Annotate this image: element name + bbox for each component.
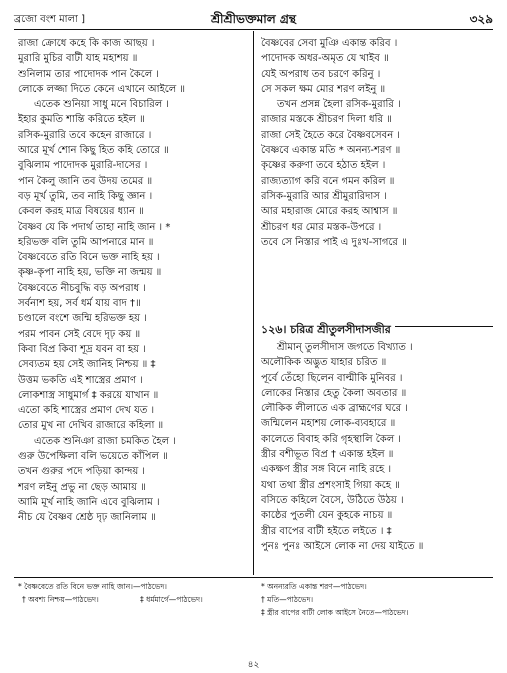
verse-line: আর মহারাজ মোরে করহ আশ্বাস ॥ (261, 206, 398, 218)
footnote: ‡ স্ত্রীর বাপের বাটী লোক আইসে নৈতে—পাঠভেদ। (261, 608, 409, 617)
verse-line: বৈষ্ণবের সেবা মুঞি একান্ত করিব । (261, 38, 398, 49)
running-header (14, 10, 493, 28)
verse-line: শুনিলাম তার পাদোদক পান কৈলে । (18, 68, 159, 80)
verse-line: কৃষ্ণের করুণা তবে হঠাত হইল । (261, 160, 386, 172)
verse-line: কাষ্ঠের পুতলী যেন কুহকে নাচয় ॥ (261, 510, 393, 522)
section-title: ১২৬। চরিত্র শ্রীতুলসীদাসজীর (261, 321, 395, 340)
verse-line: মুরারি মুচির বাটী যাহ মহাশয় ॥ (18, 53, 138, 65)
page-number: ৪২ (247, 660, 260, 670)
right-column-top (261, 36, 493, 250)
footnote: * অনন্যরতি একান্ত শরণ—পাঠভেদ। (261, 582, 367, 591)
verse-line: পুনঃ পুনঃ আইসে লোক না দেয় যাইতে ॥ (261, 540, 424, 552)
verse-line: রাজা সেই হৈতে করে বৈষ্ণবসেবন । (261, 129, 400, 141)
verse-line: সর্বনাশ হয়, সর্ব ধর্ম যায় বাদ †॥ (18, 298, 141, 310)
verse-line: স্ত্রীর বাপের বাটী হইতে লইতে । ‡ (261, 525, 392, 537)
verse-line: যথা তথা স্ত্রীর প্রশংসাই গিয়া কহে ॥ (261, 479, 400, 491)
verse-line: এতেক শুনিঞা রাজা চমকিত হৈল । (34, 435, 176, 447)
verse-line: তখন গুরুর পদে পড়িয়া কান্দয় । (18, 466, 145, 478)
section-heading (261, 318, 493, 334)
verse-line: আরে মূর্খ শোন কিছু হিত কহি তোরে ॥ (18, 145, 169, 157)
verse-line: শ্রীচরণ ধর মোর মস্তক-উপরে । (261, 221, 382, 233)
verse-line: পূর্বে তেঁহো ছিলেন বাল্মীকি মুনিবর । (261, 372, 403, 384)
verse-line: নীচ যে বৈষ্ণব শ্রেষ্ঠ দৃঢ় জানিলাম ॥ (18, 512, 156, 524)
verse-line: রাজা ক্রোধে কহে কি কাজ আছয় । (18, 38, 155, 49)
verse-line: সে সকল ক্ষম মোর শরণ লইনু ॥ (261, 83, 386, 95)
verse-line: এতেক শুনিয়া সাধু মনে বিচারিল । (34, 99, 170, 111)
verse-line: কিবা বিপ্র কিবা শূদ্র যবন বা হয় । (18, 343, 146, 355)
verse-line: কেবল করহ মাত্র বিষয়ের ধ্যান ॥ (18, 206, 144, 218)
verse-line: কালেতে বিবাহ করি গৃহস্থালি কৈল । (261, 433, 401, 445)
verse-line: জন্মিলেন মহাশয় লোক-ব্যবহারে ॥ (261, 418, 396, 430)
header-page-number: ৩২৯ (469, 12, 493, 26)
verse-line: বৈষ্ণবেতে নীচবুদ্ধি বড় অপরাধ । (18, 282, 146, 294)
footnote: † অবশ্য নিশ্চয়—পাঠভেদ। (22, 595, 99, 604)
verse-line: রসিক-মুরারি আর শ্রীমুরারিদাস । (261, 190, 387, 202)
verse-line: বৈষ্ণবে একান্ত মতি * অনন্য-শরণ ॥ (261, 145, 401, 157)
verse-line: হরিভক্ত বলি তুমি আপনারে মান ॥ (18, 236, 154, 248)
verse-line: উত্তম ভকতি এই শাস্ত্রের প্রমাণ । (18, 374, 143, 386)
verse-line: চণ্ডালে বংশে জন্মি হরিভক্ত হয় । (18, 313, 147, 325)
verse-line: কৃষ্ণ-কৃপা নাহি হয়, ভক্তি না জন্ময় ॥ (18, 267, 162, 279)
verse-line: লোকে লজ্জা দিতে কেনে এখানে আইলে ॥ (18, 83, 186, 95)
verse-line: শরণ লইনু প্রভু না ছেড় আমায় ॥ (18, 481, 146, 493)
verse-line: বুঝিলাম পাদোদক মুরারি-দাসের । (18, 160, 148, 172)
verse-line: লৌকিক লীলাতে এক ব্রাহ্মণের ঘরে । (261, 403, 408, 415)
verse-line: স্ত্রীর বশীভূত বিপ্র † একান্ত হইল ॥ (261, 449, 394, 461)
right-column-bottom (261, 340, 493, 554)
verse-line: রাজ্যত্যাগ করি বনে গমন করিল ॥ (261, 175, 395, 187)
verse-line: শ্রীমান্ তুলসীদাস জগতে বিখ্যাত । (277, 342, 413, 353)
footnote-rule (14, 577, 493, 578)
left-column (18, 36, 250, 526)
verse-line: এতো কহি শাস্ত্রের প্রমাণ দেখ যত । (18, 405, 155, 417)
verse-line: আমি মূর্খ নাহি জানি এবে বুঝিলাম । (18, 496, 160, 508)
verse-line: রসিক-মুরারি তবে কহেন রাজারে । (18, 129, 152, 141)
column-divider (253, 31, 254, 575)
verse-line: পরম পাবন সেই বেদে দৃঢ় কয় ॥ (18, 328, 141, 340)
verse-line: বৈষ্ণবেতে রতি বিনে ভক্ত নাহি হয় । (18, 252, 160, 264)
verse-line: যেই অপরাধ তব চরণে করিনু । (261, 68, 381, 80)
header-rule (14, 29, 493, 30)
header-title: শ্রীশ্রীভক্তমাল গ্রন্থ (211, 12, 296, 26)
verse-line: ইহার কুমতি শান্তি করিতে হইল ॥ (18, 114, 145, 126)
verse-line: তখন প্রসন্ন হৈলা রসিক-মুরারি । (277, 99, 401, 111)
verse-line: বৈষ্ণব যে কি পদার্থ তাহা নাহি জান । * (18, 221, 171, 233)
verse-line: সেব্যতম হয় সেই জানিহ নিশ্চয় ॥ ‡ (18, 359, 156, 371)
footnote: † মতি—পাঠভেদ। (261, 595, 314, 604)
verse-line: গুরু উপেক্ষিলা বলি ভয়েতে কাঁপিল ॥ (18, 451, 168, 463)
verse-line: অলৌকিক অদ্ভুত যাহার চরিত ॥ (261, 357, 387, 369)
verse-line: বড় মূর্খ তুমি, তব নাহি কিছু জ্ঞান । (18, 190, 153, 202)
verse-line: তবে সে নিস্তার পাই এ দুঃখ-সাগরে ॥ (261, 236, 407, 248)
verse-line: তোর মুখ না দেখিব রাজারে কহিলা ॥ (18, 420, 164, 432)
verse-line: রাজার মস্তকে শ্রীচরণ দিলা ধরি ॥ (261, 114, 392, 126)
verse-line: পান কৈলু জানি তব উদয় তমের ॥ (18, 175, 153, 187)
header-left: ব্রজো বংশ মালা ] (14, 14, 86, 25)
footnote: ‡ ধর্মমার্গে—পাঠভেদ। (140, 595, 203, 604)
verse-line: একক্ষণ স্ত্রীর সঙ্গ বিনে নাহি রহে । (261, 464, 392, 476)
verse-line: লোকশাস্ত্র সাধুমার্গ ‡ করয়ে যাখান ॥ (18, 389, 159, 401)
verse-line: লোকের নিস্তার হেতু কৈলা অবতার ॥ (261, 387, 407, 399)
verse-line: পাদোদক অধর-অমৃত যে খাইব ॥ (261, 53, 389, 65)
footnote: * বৈষ্ণবেতে রতি বিনে ভক্ত নাহি জান।—পাঠভেদ। (18, 582, 167, 591)
verse-line: বসিতে কহিলে বৈসে, উঠিতে উঠয় । (261, 494, 404, 506)
